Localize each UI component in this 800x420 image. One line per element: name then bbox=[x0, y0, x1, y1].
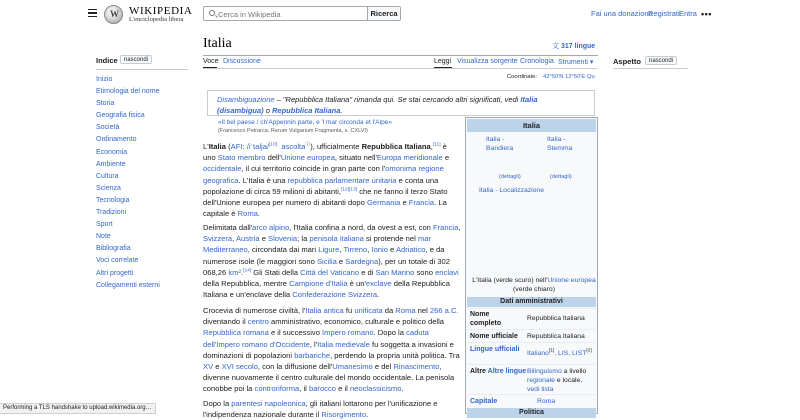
article-link[interactable]: enclavi bbox=[435, 267, 459, 277]
toc-item[interactable]: Economia bbox=[96, 148, 128, 156]
tools-dropdown[interactable]: Strumenti ▾ bbox=[558, 59, 594, 66]
toc-item[interactable]: Bibliografia bbox=[96, 245, 131, 253]
chevron-down-icon: ▾ bbox=[589, 59, 594, 66]
register-link[interactable]: Registrati bbox=[648, 9, 680, 18]
article-link[interactable]: /iˈtalja/ bbox=[246, 142, 270, 151]
infobox-lingue-link[interactable]: Lingue ufficiali bbox=[470, 346, 520, 353]
epigraph-quote bbox=[218, 118, 463, 136]
article-link[interactable]: Sardegna bbox=[345, 256, 379, 266]
toc-item[interactable]: Storia bbox=[96, 100, 115, 108]
page-title: Italia bbox=[203, 36, 232, 51]
title-divider bbox=[203, 55, 598, 56]
translate-icon: ⽂ bbox=[552, 43, 559, 50]
article-link[interactable]: Italia medievale bbox=[317, 339, 370, 349]
article-link[interactable]: Confederazione Svizzera bbox=[292, 290, 378, 300]
article-link[interactable]: Roma bbox=[395, 306, 416, 315]
tab-voce[interactable]: Voce bbox=[203, 58, 219, 65]
article-link[interactable]: caduta dell'Impero romano d'Occidente bbox=[203, 328, 429, 349]
intro-paragraph-3: Crocevia di numerose civiltà, l'Italia antica fu unificata da Roma nel 266 a.C. diventando il centro amministrativo, economico, culturale e politico della Repubblica romana e il successivo Impero romano. Dopo la caduta dell'Impero romano d'Occidente, l'Italia medievale fu soggetta a invasioni e dominazioni di popolazioni barbariche, perdendo la propria unità politica. Tra XV e XVI secolo, con la diffusione dell'Umanesimo e del Rinascimento, divenne nuovamente il centro culturale del mondo occidentale. La penisola conobbe poi la controriforma, il barocco e il neoclassicismo. bbox=[203, 306, 460, 394]
article-link[interactable]: 266 a.C. bbox=[429, 306, 459, 315]
coordinates-label: Coordinate: bbox=[507, 74, 537, 80]
main-menu-icon[interactable] bbox=[88, 9, 97, 17]
toc-item[interactable]: Note bbox=[96, 233, 111, 241]
article-link[interactable]: Svizzera bbox=[203, 234, 233, 244]
infobox-row-nome-ufficiale: Nome ufficiale Repubblica Italiana bbox=[467, 329, 596, 342]
article-link[interactable]: Francia bbox=[433, 223, 459, 232]
article-link[interactable]: arco alpino bbox=[252, 223, 290, 232]
article-link[interactable]: Ionio bbox=[371, 245, 388, 255]
appearance-title: Aspetto bbox=[613, 57, 641, 66]
article-link[interactable]: Impero romano bbox=[322, 328, 374, 338]
infobox-emblem-details[interactable]: (dettagli) bbox=[550, 174, 572, 180]
infobox-section-admin: Dati amministrativi bbox=[467, 297, 596, 307]
infobox-flag-link[interactable]: Italia - Bandiera bbox=[486, 136, 514, 152]
article-link[interactable]: Rinascimento bbox=[393, 362, 440, 372]
infobox-map-link[interactable]: Italia - Localizzazione bbox=[479, 187, 544, 194]
tab-visualizza-sorgente[interactable]: Visualizza sorgente bbox=[457, 58, 518, 65]
article-link[interactable]: ascolta bbox=[281, 142, 306, 151]
intro-paragraph-4: Dopo la parentesi napoleonica, gli italiani lottarono per l'unificazione e l'indipendenza nazionale durante il Risorgimento. bbox=[203, 399, 438, 420]
infobox-emblem-link[interactable]: Italia - Stemma bbox=[547, 136, 573, 152]
wikipedia-tagline: L'enciclopedia libera bbox=[129, 16, 184, 23]
login-link[interactable]: Entra bbox=[679, 9, 697, 18]
article-link[interactable]: unificata bbox=[354, 306, 383, 315]
article-link[interactable]: occidentale bbox=[203, 164, 242, 174]
footnote-ref bbox=[269, 142, 277, 147]
tab-leggi[interactable]: Leggi bbox=[434, 58, 452, 65]
toc-item[interactable]: Tradizioni bbox=[96, 209, 127, 217]
hatnote-link-repubblica-italiana[interactable]: Repubblica Italiana bbox=[272, 106, 341, 115]
bold-term: Italia bbox=[208, 142, 226, 151]
article-link[interactable]: Unione europea bbox=[280, 153, 335, 163]
article-link[interactable]: Adriatico bbox=[395, 245, 426, 255]
toc-item[interactable]: Altri progetti bbox=[96, 269, 134, 277]
toc-title: Indice bbox=[96, 56, 118, 65]
browser-status-bar: Performing a TLS handshake to upload.wikimedia.org… bbox=[0, 403, 156, 414]
toc-item[interactable]: Collegamenti esterni bbox=[96, 281, 160, 289]
infobox-row-lingue: Lingue ufficiali Italiano[1], LIS, LIST[2] bbox=[467, 342, 596, 364]
article-link[interactable]: controriforma bbox=[254, 384, 300, 394]
article-link[interactable]: [10] bbox=[269, 142, 278, 148]
toc-item[interactable]: Geografia fisica bbox=[96, 112, 145, 120]
article-link[interactable]: Repubblica romana bbox=[203, 328, 269, 338]
infobox-capitale-link[interactable]: Roma bbox=[537, 398, 556, 405]
disambiguation-hatnote: Disambiguazione – "Repubblica Italiana" rimanda qui. Se stai cercando altri significati, vedi Italia (disambigua) o Repubblica Italiana. bbox=[207, 90, 595, 116]
article-link[interactable]: Germania bbox=[367, 198, 401, 208]
article-link[interactable]: km² bbox=[228, 267, 241, 277]
toc-item[interactable]: Cultura bbox=[96, 172, 119, 180]
infobox-title: Italia bbox=[467, 119, 596, 132]
search-icon bbox=[209, 10, 215, 16]
article-link[interactable]: Italia antica bbox=[305, 306, 344, 315]
language-button[interactable]: ⽂ 317 lingue bbox=[552, 43, 596, 50]
infobox bbox=[465, 117, 598, 414]
toc-item[interactable]: Ordinamento bbox=[96, 136, 137, 144]
article-link[interactable]: Stato membro bbox=[217, 153, 266, 163]
infobox-flag-details[interactable]: (dettagli) bbox=[499, 174, 521, 180]
infobox-section-politica: Politica bbox=[467, 408, 596, 418]
coordinates-map-link[interactable]: Qu bbox=[587, 74, 595, 80]
toc-item[interactable]: Etimologia del nome bbox=[96, 88, 160, 96]
search-button[interactable]: Ricerca bbox=[367, 6, 401, 21]
quote-text[interactable]: «Il bel paese / ch'Appennin parte, e 'l mar circonda et l'Alpe» bbox=[218, 119, 392, 126]
article-link[interactable]: San Marino bbox=[375, 267, 415, 277]
toc-item[interactable]: Società bbox=[96, 124, 120, 132]
infobox-row-altre-lingue: Altre Altre lingue Bilinguismo a livello regionale e locale, vedi lista bbox=[467, 364, 596, 394]
appearance-divider bbox=[613, 68, 688, 69]
article-link[interactable]: barbariche bbox=[294, 350, 331, 360]
toc-hide-button[interactable]: nascondi bbox=[120, 55, 152, 64]
donate-link[interactable]: Fai una donazione bbox=[591, 9, 653, 18]
article-link[interactable]: mar Mediterraneo bbox=[203, 234, 432, 255]
hatnote-disambig-link[interactable]: Disambiguazione bbox=[217, 95, 275, 104]
wikipedia-logo-icon[interactable]: W bbox=[104, 5, 123, 24]
footnote-ref bbox=[433, 142, 441, 147]
article-link[interactable]: AFI bbox=[230, 142, 243, 151]
more-options-icon[interactable]: ••• bbox=[701, 9, 712, 19]
article-link[interactable]: centro bbox=[247, 317, 269, 327]
quote-source: (Francesco Petrarca, Rerum Vulgarium Fragmenta, s. CXLVI) bbox=[218, 128, 368, 134]
article-link[interactable]: Francia bbox=[408, 198, 435, 208]
toc-item[interactable]: Voci correlate bbox=[96, 257, 139, 265]
article-link[interactable]: Città del Vaticano bbox=[300, 267, 360, 277]
article-link[interactable]: [14] bbox=[243, 268, 252, 274]
article-link[interactable]: Roma bbox=[237, 209, 258, 219]
article-link[interactable]: [12] bbox=[341, 187, 350, 193]
article-link[interactable]: exclave bbox=[365, 279, 392, 289]
toc-item[interactable]: Scienza bbox=[96, 184, 121, 192]
article-link[interactable]: neoclassicismo bbox=[349, 384, 402, 394]
article-link[interactable]: XV bbox=[203, 362, 214, 372]
coordinates-link[interactable]: 42°50′N 12°50′E bbox=[543, 74, 586, 80]
infobox-row-nome-completo: Nome completo Repubblica Italiana bbox=[467, 308, 596, 329]
intro-paragraph-2: Delimitata dall'arco alpino, l'Italia confina a nord, da ovest a est, con Francia, Svizzera, Austria e Slovenia; la penisola italiana si protende nel mar Mediterraneo, circondata dai mari Ligure, Tirreno, Ionio e Adriatico, e da numerose isole (le maggiori sono Sicilia e Sardegna), per un totale di 302 068,26 km².[14] Gli Stati della Città del Vaticano e di San Marino sono enclavi della Repubblica, mentre Campione d'Italia è un'exclave della Repubblica Italiana e un'enclave della Confederazione Svizzera. bbox=[203, 223, 461, 300]
footnote-ref bbox=[243, 268, 251, 273]
hatnote-link-italia-disambigua[interactable]: Italia (disambigua) bbox=[217, 95, 538, 115]
article-link[interactable]: parentesi napoleonica bbox=[231, 399, 306, 408]
article-link[interactable]: Austria bbox=[235, 234, 260, 244]
infobox-map-caption: L'Italia (verde scuro) nell'Unione europea (verde chiaro) bbox=[472, 277, 596, 293]
footnote-ref bbox=[341, 187, 357, 192]
article-link[interactable]: Campione d'Italia bbox=[289, 279, 348, 289]
article-link[interactable]: Ligure bbox=[318, 245, 340, 255]
search-input[interactable] bbox=[218, 9, 363, 19]
header bbox=[0, 0, 800, 28]
article-link[interactable]: Europa meridionale bbox=[376, 153, 443, 163]
table-of-contents bbox=[96, 56, 188, 293]
tab-cronologia[interactable]: Cronologia bbox=[520, 58, 554, 65]
article-link[interactable]: Umanesimo bbox=[332, 362, 373, 372]
toc-item[interactable]: Tecnologia bbox=[96, 196, 130, 204]
article-link[interactable]: barocco bbox=[308, 384, 336, 394]
intro-paragraph-1: L'Italia (AFI: /iˈtalja/[10] ascoltaⓘ), ufficialmente Repubblica Italiana,[11] è uno Stato membro dell'Unione europea, situato nell'Europa meridionale e occidentale, il cui territorio coincide in gran parte con l'omonima regione geografica. L'Italia è una repubblica parlamentare unitaria e conta una popolazione di circa 59 milioni di abitanti,[12][13] che ne fanno il terzo Stato dell'Unione europea per numero di abitanti dopo Germania e Francia. La capitale è Roma. bbox=[203, 142, 450, 219]
article-link[interactable]: Slovenia bbox=[268, 234, 298, 244]
article-link[interactable]: penisola italiana bbox=[309, 234, 364, 244]
appearance-hide-button[interactable]: nascondi bbox=[645, 56, 677, 65]
wikipedia-wordmark[interactable]: WIKIPEDIA bbox=[129, 5, 193, 17]
article-link[interactable]: [11] bbox=[432, 142, 441, 148]
article-link[interactable]: XVI secolo bbox=[221, 362, 258, 372]
search-box bbox=[203, 6, 368, 21]
article-link[interactable]: [13] bbox=[349, 187, 358, 193]
bold-term: Repubblica Italiana bbox=[361, 142, 431, 151]
infobox-italiano-link[interactable]: Italiano bbox=[527, 350, 549, 357]
tab-discussione[interactable]: Discussione bbox=[223, 58, 261, 65]
article-link[interactable]: omonima regione geografica bbox=[203, 164, 444, 185]
article-link[interactable]: Tirreno bbox=[343, 245, 368, 255]
toc-item[interactable]: Ambiente bbox=[96, 160, 126, 168]
article-link[interactable]: Risorgimento bbox=[321, 410, 367, 420]
toc-divider bbox=[96, 69, 188, 70]
toc-item[interactable]: Sport bbox=[96, 221, 113, 229]
infobox-row-capitale: Capitale Roma bbox=[467, 394, 596, 408]
tabs-divider bbox=[203, 68, 598, 69]
footnote-ref: ⓘ bbox=[305, 142, 311, 148]
toc-item[interactable]: Inizio bbox=[96, 76, 113, 83]
article-link[interactable]: repubblica parlamentare unitaria bbox=[287, 175, 397, 185]
article-link[interactable]: Sicilia bbox=[316, 256, 337, 266]
